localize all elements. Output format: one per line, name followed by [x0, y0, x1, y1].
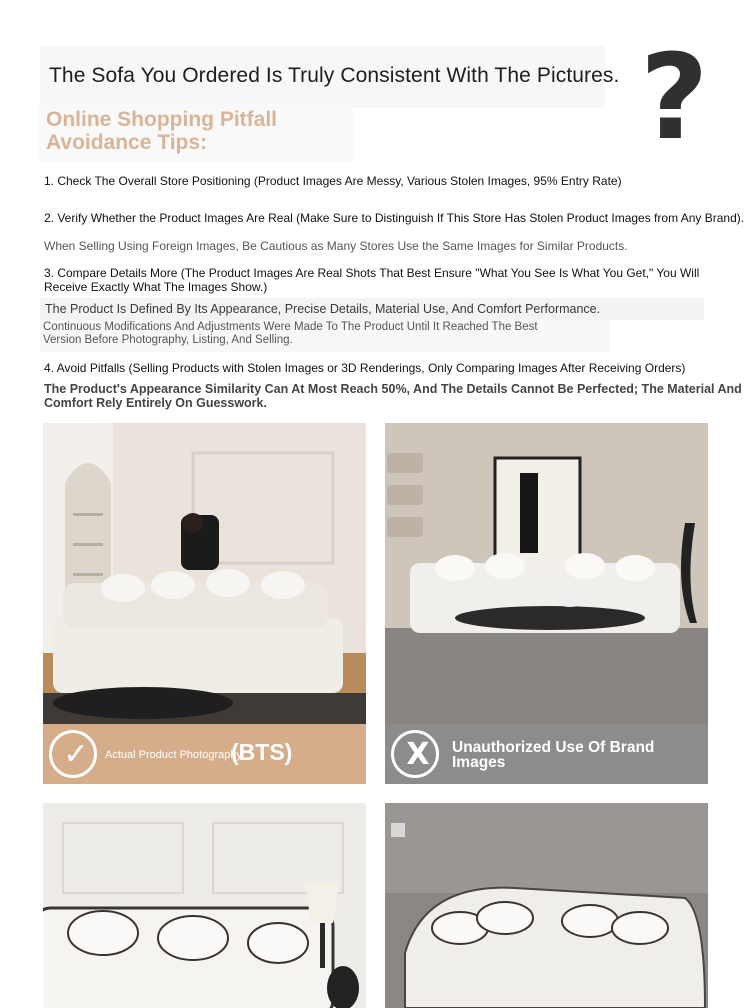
tip-4-note-line2: Comfort Rely Entirely On Guesswork.: [44, 396, 267, 410]
tip-3-note2-line1: Continuous Modifications And Adjustments Were Made To The Product Until It Reached The Best: [43, 321, 538, 333]
tip-4: 4. Avoid Pitfalls (Selling Products with Stolen Images or 3D Renderings, Only Comparing Images After Receiving Orders): [44, 361, 686, 375]
unauthorized-label-line2: Images: [452, 754, 506, 771]
tip-1: 1. Check The Overall Store Positioning (Product Images Are Messy, Various Stolen Images, 95% Entry Rate): [44, 174, 622, 188]
tips-title-line1: Online Shopping Pitfall: [46, 108, 277, 131]
tip-4-note: [44, 382, 742, 410]
actual-photo-label: Actual Product Photography: [105, 749, 242, 761]
bts-label: (BTS): [231, 739, 293, 765]
living-room-photo-4: [385, 803, 708, 1008]
tip-3-note2: [43, 321, 538, 347]
tip-3-line2: Receive Exactly What The Images Show.): [44, 280, 268, 294]
actual-product-photo: [43, 423, 366, 784]
tip-4-note-line1: The Product's Appearance Similarity Can At Most Reach 50%, And The Details Cannot Be Perfected; The Material And: [44, 382, 742, 396]
tip-3-note: The Product Is Defined By Its Appearance, Precise Details, Material Use, And Comfort Performance.: [45, 302, 601, 316]
tip-3-note2-line2: Version Before Photography, Listing, And Selling.: [43, 334, 293, 346]
tip-3: [44, 266, 699, 294]
tip-3-line1: 3. Compare Details More (The Product Images Are Real Shots That Best Ensure "What You See Is What You Get," You Will: [44, 266, 700, 280]
sofa-photo-3: [43, 803, 366, 1008]
living-room-photo-3: [43, 803, 366, 1008]
tips-title: [46, 108, 346, 154]
tip-2-note: When Selling Using Foreign Images, Be Cautious as Many Stores Use the Same Images for Similar Products.: [44, 239, 628, 253]
question-mark-icon: ?: [640, 28, 709, 166]
tips-title-line2: Avoidance Tips:: [46, 131, 208, 154]
page-headline: The Sofa You Ordered Is Truly Consistent With The Pictures.: [49, 64, 620, 87]
unauthorized-label: [452, 740, 654, 770]
sofa-photo-4: [385, 803, 708, 1008]
check-circle-icon: [49, 730, 97, 778]
check-icon: ✓: [63, 737, 89, 772]
unauthorized-caption-bar: [385, 724, 708, 784]
unauthorized-brand-photo: [385, 423, 708, 784]
x-icon: X: [406, 737, 430, 772]
unauthorized-label-line1: Unauthorized Use Of Brand: [452, 739, 655, 756]
actual-photo-caption-bar: [43, 724, 366, 784]
tip-2: 2. Verify Whether the Product Images Are Real (Make Sure to Distinguish If This Store Has Stolen Product Images from Any Brand).: [44, 211, 745, 225]
x-circle-icon: [391, 730, 439, 778]
